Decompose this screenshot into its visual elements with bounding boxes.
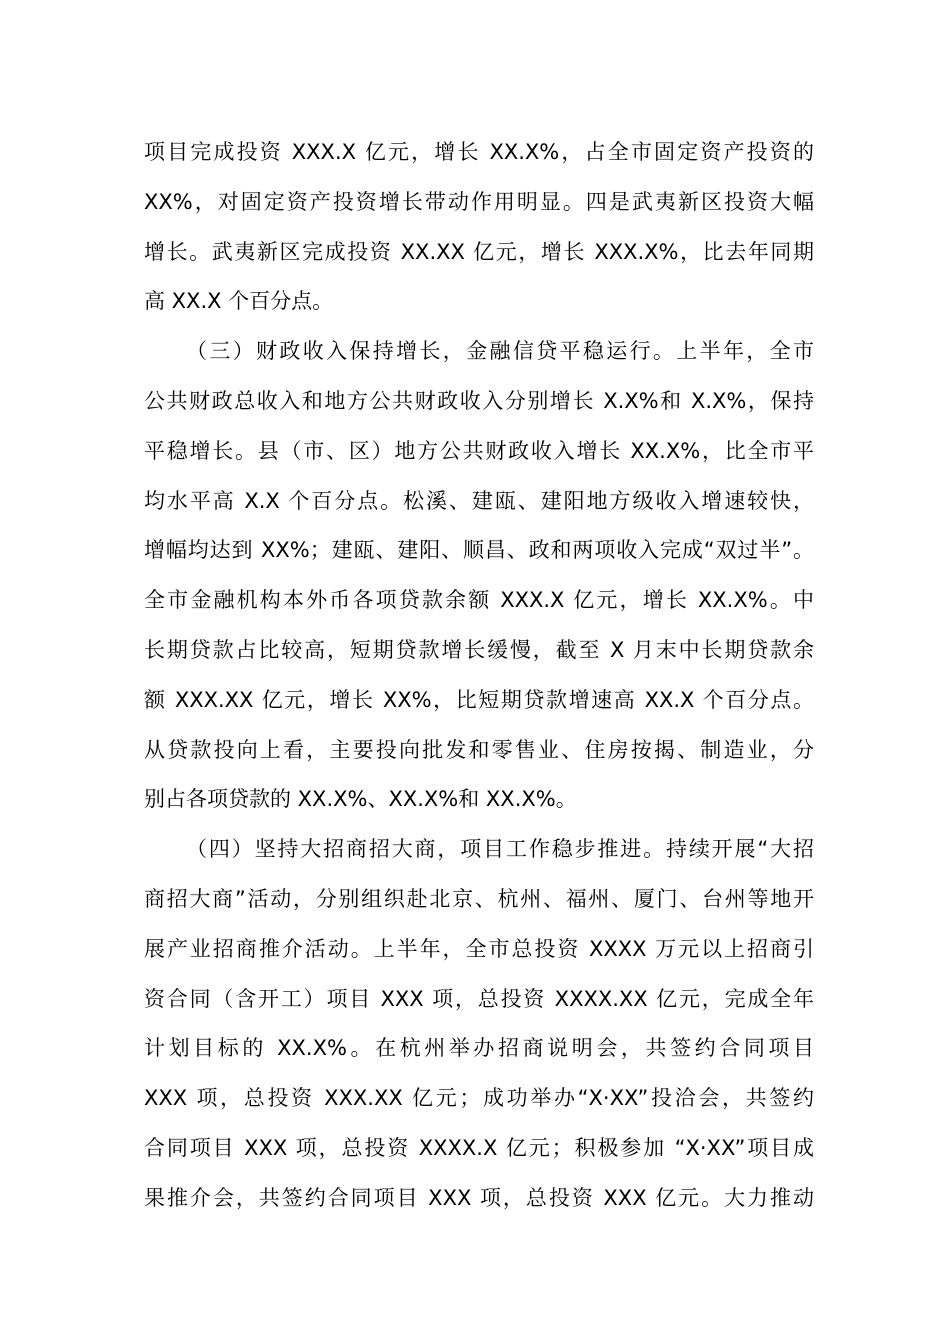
paragraph-line: 公共财政总收入和地方公共财政收入分别增长 X.X%和 X.X%，保持 — [144, 388, 814, 413]
section-heading-line: （三）财政收入保持增长，金融信贷平稳运行。上半年，全市 — [186, 339, 814, 364]
paragraph-line: XXX 项，总投资 XXX.XX 亿元；成功举办“X·XX”投洽会，共签约 — [144, 1086, 814, 1111]
body-text — [144, 128, 814, 1224]
paragraph-line: 增长。武夷新区完成投资 XX.XX 亿元，增长 XXX.X%，比去年同期 — [144, 239, 814, 264]
paragraph-line: XX%，对固定资产投资增长带动作用明显。四是武夷新区投资大幅 — [144, 189, 814, 214]
paragraph-line: 长期贷款占比较高，短期贷款增长缓慢，截至 X 月末中长期贷款余 — [144, 637, 814, 662]
paragraph-line: 商招大商”活动，分别组织赴北京、杭州、福州、厦门、台州等地开 — [144, 886, 814, 911]
paragraph-line: 资合同（含开工）项目 XXX 项，总投资 XXXX.XX 亿元，完成全年 — [144, 986, 814, 1011]
paragraph-line: 均水平高 X.X 个百分点。松溪、建瓯、建阳地方级收入增速较快， — [144, 488, 814, 513]
paragraph-line: 果推介会，共签约合同项目 XXX 项，总投资 XXX 亿元。大力推动 — [144, 1185, 814, 1210]
paragraph-line: 展产业招商推介活动。上半年，全市总投资 XXXX 万元以上招商引 — [144, 936, 814, 961]
section-heading-line: （四）坚持大招商招大商，项目工作稳步推进。持续开展“大招 — [186, 837, 814, 862]
paragraph-line: 额 XXX.XX 亿元，增长 XX%，比短期贷款增速高 XX.X 个百分点。 — [144, 687, 814, 712]
paragraph-line: 合同项目 XXX 项，总投资 XXXX.X 亿元；积极参加 “X·XX”项目成 — [144, 1135, 814, 1160]
paragraph-line: 从贷款投向上看，主要投向批发和零售业、住房按揭、制造业，分 — [144, 737, 814, 762]
paragraph-line: 项目完成投资 XXX.X 亿元，增长 XX.X%，占全市固定资产投资的 — [144, 140, 814, 164]
paragraph-line: 全市金融机构本外币各项贷款余额 XXX.X 亿元，增长 XX.X%。中 — [144, 588, 814, 613]
paragraph-line: 增幅均达到 XX%；建瓯、建阳、顺昌、政和两项收入完成“双过半”。 — [144, 538, 814, 563]
paragraph-line: 高 XX.X 个百分点。 — [144, 289, 334, 314]
paragraph-line: 别占各项贷款的 XX.X%、XX.X%和 XX.X%。 — [144, 787, 577, 812]
paragraph-line: 平稳增长。县（市、区）地方公共财政收入增长 XX.X%，比全市平 — [144, 438, 814, 463]
paragraph-line: 计划目标的 XX.X%。在杭州举办招商说明会，共签约合同项目 — [144, 1036, 814, 1061]
